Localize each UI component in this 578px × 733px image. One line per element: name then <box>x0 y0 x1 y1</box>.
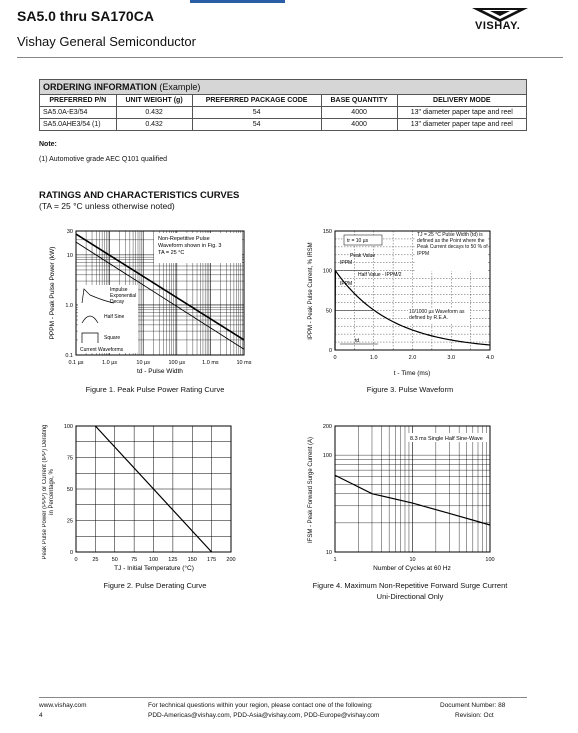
fig1-y-tick: 0.1 <box>65 353 73 359</box>
fig3-ylabel: IPPM - Peak Pulse Current, % IRSM <box>308 242 314 340</box>
page-title: SA5.0 thru SA170CA <box>17 8 154 24</box>
fig1-x-tick: 0.1 µs <box>68 360 84 366</box>
figure-2-chart <box>40 420 265 575</box>
fig2-ylabel: Peak Pulse Power (PPP) or Current (IPP) Derating in Percentage, % <box>42 424 55 560</box>
ordering-heading-note: (Example) <box>159 82 201 92</box>
col-header: UNIT WEIGHT (g) <box>116 95 192 107</box>
table-cell: 13" diameter paper tape and reel <box>397 107 526 119</box>
fig1-x-tick: 1.0 ms <box>202 360 219 366</box>
footer-contact-text: For technical questions within your region, please contact one of the following: <box>148 702 373 709</box>
fig2-xlabel: TJ - Initial Temperature (°C) <box>114 565 194 572</box>
col-header: PREFERRED PACKAGE CODE <box>192 95 321 107</box>
table-cell: 0.432 <box>116 107 192 119</box>
table-cell: 0.432 <box>116 119 192 131</box>
figure-1-caption: Figure 1. Peak Pulse Power Rating Curve <box>85 385 225 394</box>
fig4-xlabel: Number of Cycles at 60 Hz <box>373 565 451 572</box>
note-label: Note: <box>39 141 57 148</box>
table-cell: 54 <box>192 107 321 119</box>
fig4-y-ticks <box>323 424 332 556</box>
fig1-legend1: Impulse <box>110 287 128 293</box>
fig3-x-ticks <box>333 355 493 361</box>
fig1-y-ticks <box>65 229 73 359</box>
section-condition: (TA = 25 °C unless otherwise noted) <box>39 201 175 211</box>
footer-doc-number: Document Number: 88 <box>440 702 506 709</box>
footer-divider <box>39 697 527 698</box>
figure-3-chart <box>300 225 520 380</box>
fig2-x-tick: 200 <box>226 557 236 563</box>
fig2-x-tick: 125 <box>168 557 178 563</box>
fig1-note-box <box>154 233 242 263</box>
fig3-x-tick: 2.0 <box>408 355 417 361</box>
ordering-table <box>39 79 527 131</box>
fig3-half-label: Half Value - IPPM/2 <box>358 272 402 278</box>
footer-contact-emails[interactable]: PDD-Americas@vishay.com, PDD-Asia@vishay.com, PDD-Europe@vishay.com <box>148 712 380 719</box>
fig1-ylabel: PPPM - Peak Pulse Power (kW) <box>49 246 56 340</box>
fig3-annotations <box>340 232 489 344</box>
table-cell: 54 <box>192 119 321 131</box>
page-subtitle: Vishay General Semiconductor <box>17 34 196 49</box>
footer-revision: Revision: Oct <box>455 712 494 719</box>
fig1-y-tick: 10 <box>66 252 73 259</box>
fig1-legend4: Half Sine <box>104 314 125 320</box>
fig1-x-tick: 1.0 µs <box>102 360 118 366</box>
fig4-x-tick: 100 <box>485 557 495 563</box>
fig4-grid-lines <box>335 426 490 552</box>
fig2-y-tick: 25 <box>66 518 73 525</box>
fig3-wave-label: 10/1000 µs Waveform as defined by R.E.A. <box>409 309 465 322</box>
col-header: DELIVERY MODE <box>397 95 526 107</box>
fig1-note1: Non-Repetitive Pulse <box>158 236 210 242</box>
figure-3-caption: Figure 3. Pulse Waveform <box>366 385 454 394</box>
col-header: PREFERRED P/N <box>40 95 117 107</box>
fig1-legend3: Decay <box>110 299 125 305</box>
fig1-legend <box>78 285 138 353</box>
fig1-x-ticks <box>68 360 251 366</box>
fig4-y-tick: 10 <box>325 550 332 556</box>
figure-4-chart <box>300 420 520 575</box>
fig1-note3: TA = 25 °C <box>158 250 185 256</box>
table-cell: 4000 <box>321 119 397 131</box>
fig1-xlabel: td - Pulse Width <box>137 368 183 375</box>
figure-4-caption: Figure 4. Maximum Non-Repetitive Forward Surge Current <box>312 581 508 590</box>
figure-2-caption: Figure 2. Pulse Derating Curve <box>103 581 207 590</box>
figure-4-caption-2: Uni-Directional Only <box>376 592 444 601</box>
fig2-x-tick: 75 <box>131 557 138 563</box>
fig1-x-tick: 100 µs <box>168 360 186 366</box>
fig3-y-tick: 100 <box>322 268 332 275</box>
fig4-note: 8.3 ms Single Half Sine-Wave <box>410 436 483 442</box>
fig2-x-ticks <box>74 557 235 563</box>
fig2-x-tick: 0 <box>74 557 78 563</box>
fig3-y-ticks <box>323 229 332 354</box>
fig3-x-tick: 4.0 <box>486 355 494 361</box>
logo-text: VISHAY. <box>475 20 521 32</box>
fig4-y-tick: 100 <box>322 453 332 460</box>
fig3-xlabel: t - Time (ms) <box>393 370 431 377</box>
fig2-x-tick: 50 <box>111 557 118 563</box>
ordering-table-header <box>40 95 527 107</box>
fig1-y-tick: 1.0 <box>65 302 73 309</box>
fig2-y-tick: 75 <box>66 455 73 462</box>
footer-website[interactable]: www.vishay.com <box>39 702 87 709</box>
fig1-y-tick: 30 <box>66 229 73 235</box>
fig3-x-tick: 1.0 <box>369 355 378 361</box>
fig3-y-tick: 150 <box>322 229 332 235</box>
table-cell: 4000 <box>321 107 397 119</box>
fig2-x-tick: 100 <box>148 557 159 563</box>
fig1-legend5: Square <box>104 335 121 341</box>
fig4-x-tick: 1 <box>333 557 337 563</box>
fig3-tr-label: tr = 10 µs <box>347 238 369 244</box>
note-text: (1) Automotive grade AEC Q101 qualified <box>39 156 168 163</box>
fig3-x-tick: 3.0 <box>447 355 456 361</box>
table-cell: 13" diameter paper tape and reel <box>397 119 526 131</box>
fig1-legend6: Current Waveforms <box>80 347 124 353</box>
header-divider <box>17 57 563 58</box>
fig4-y-tick: 200 <box>322 424 332 430</box>
ordering-heading: ORDERING INFORMATION <box>43 82 157 92</box>
fig3-ippm-label-2: IPPM <box>340 281 353 287</box>
fig4-ylabel: IFSM - Peak Forward Surge Current (A) <box>308 436 314 544</box>
fig2-y-tick: 100 <box>63 424 73 430</box>
fig2-x-tick: 25 <box>92 557 99 563</box>
fig3-note: TJ = 25 °C Pulse Width (td) is defined as the Point where the Peak Current decays to 50 % of IPPM <box>417 232 488 257</box>
figure-1-chart <box>44 225 264 375</box>
fig3-y-tick: 50 <box>325 308 332 315</box>
fig3-peak-label: Peak Value <box>350 253 376 259</box>
fig4-x-ticks <box>333 557 494 563</box>
fig2-y-tick: 0 <box>69 550 73 556</box>
section-title: RATINGS AND CHARACTERISTICS CURVES <box>39 190 240 201</box>
fig3-ippm-label: IPPM <box>340 260 353 266</box>
fig3-x-tick: 0 <box>333 355 337 361</box>
top-accent-bar <box>190 0 285 3</box>
fig2-y-tick: 50 <box>66 487 73 493</box>
fig4-x-tick: 10 <box>409 557 416 563</box>
fig2-x-tick: 175 <box>207 557 217 563</box>
col-header: BASE QUANTITY <box>321 95 397 107</box>
footer-page-number: 4 <box>39 712 43 719</box>
table-cell: SA5.0AHE3/54 (1) <box>40 119 117 131</box>
fig1-x-tick: 10 µs <box>136 360 150 366</box>
table-row <box>40 107 527 119</box>
fig1-x-tick: 10 ms <box>236 360 252 366</box>
fig2-x-tick: 150 <box>187 557 197 563</box>
table-cell: SA5.0A-E3/54 <box>40 107 117 119</box>
ordering-table-heading-row <box>40 80 527 95</box>
fig3-td-label: td <box>355 338 360 344</box>
table-row <box>40 119 527 131</box>
fig1-note2: Waveform shown in Fig. 3 <box>158 243 222 249</box>
fig1-legend2: Exponential <box>110 293 137 299</box>
fig3-y-tick: 0 <box>328 348 332 354</box>
